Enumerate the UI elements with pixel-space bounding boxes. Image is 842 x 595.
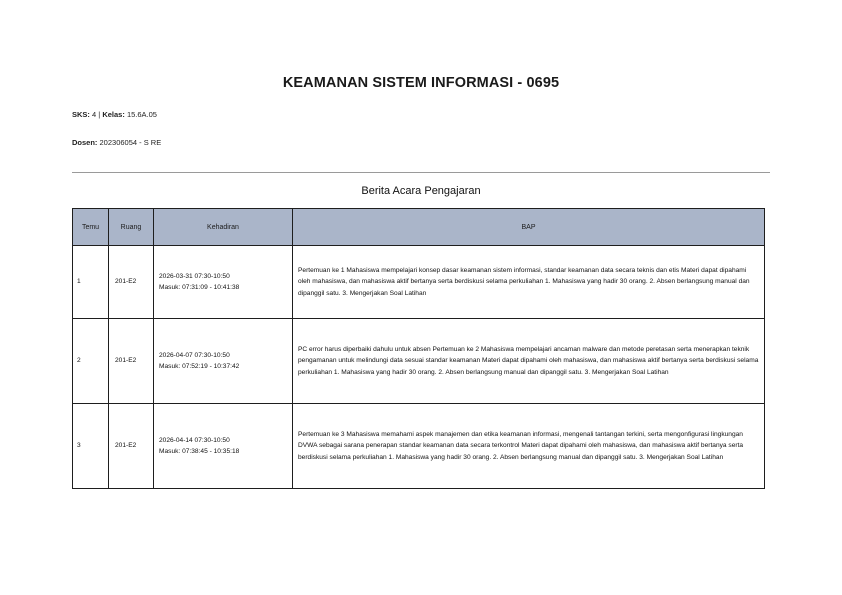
cell-kehadiran (154, 319, 293, 404)
kehadiran-schedule: 2026-04-14 07:30-10:50 (159, 436, 230, 444)
dosen-value: 202306054 - S RE (99, 138, 162, 147)
cell-ruang: 201-E2 (109, 246, 154, 319)
table-row (73, 319, 765, 404)
table-header-row (73, 209, 765, 246)
table-row (73, 246, 765, 319)
cell-temu: 3 (73, 404, 109, 489)
cell-bap: Pertemuan ke 3 Mahasiswa memahami aspek manajemen dan etika keamanan informasi, mengenali tantangan terkini, serta mengonfigurasi lingkungan DVWA sebagai sarana penerapan standar keamanan data secara terkontrol Materi dapat dipahami oleh mahasiswa, dan mahasiswa aktif bertanya serta berdiskusi selama perkuliahan 1. Mahasiswa yang hadir 30 orang. 2. Absen berlangsung manual dan dipanggil satu. 3. Mengerjakan Soal Latihan (293, 404, 765, 489)
cell-kehadiran (154, 404, 293, 489)
sks-label: SKS: (72, 110, 90, 119)
cell-temu: 2 (73, 319, 109, 404)
cell-kehadiran (154, 246, 293, 319)
dosen-label: Dosen: (72, 138, 98, 147)
column-header-temu: Temu (73, 209, 109, 246)
column-header-bap: BAP (293, 209, 765, 246)
cell-ruang: 201-E2 (109, 404, 154, 489)
sks-value: 4 (92, 110, 97, 119)
meta-separator: | (98, 110, 101, 119)
column-header-ruang: Ruang (109, 209, 154, 246)
cell-bap: PC error harus diperbaiki dahulu untuk absen Pertemuan ke 2 Mahasiswa mempelajari ancaman malware dan metode peretasan serta menerapkan teknik pengamanan untuk melindungi data sesuai standar keamanan Materi dapat dipahami oleh mahasiswa, dan mahasiswa aktif bertanya serta berdiskusi selama perkuliahan 1. Mahasiswa yang hadir 30 orang. 2. Absen berlangsung manual dan dipanggil satu. 3. Mengerjakan Soal Latihan (293, 319, 765, 404)
kelas-value: 15.6A.05 (126, 110, 157, 119)
section-title: Berita Acara Pengajaran (361, 185, 481, 197)
kelas-label: Kelas: (102, 110, 125, 119)
cell-temu: 1 (73, 246, 109, 319)
column-header-kehadiran: Kehadiran (154, 209, 293, 246)
lecturer-line (72, 138, 161, 147)
divider-line (72, 172, 770, 173)
cell-ruang: 201-E2 (109, 319, 154, 404)
table-row (73, 404, 765, 489)
kehadiran-checkin: Masuk: 07:52:19 - 10:37:42 (159, 363, 240, 370)
kehadiran-schedule: 2026-04-07 07:30-10:50 (159, 351, 230, 359)
bap-table (72, 208, 765, 489)
course-meta-line (72, 110, 157, 119)
kehadiran-checkin: Masuk: 07:31:09 - 10:41:38 (159, 284, 240, 291)
kehadiran-schedule: 2026-03-31 07:30-10:50 (159, 272, 230, 280)
document-title: KEAMANAN SISTEM INFORMASI - 0695 (282, 75, 560, 91)
cell-bap: Pertemuan ke 1 Mahasiswa mempelajari konsep dasar keamanan sistem informasi, standar keamanan data secara teknis dan etis Materi dapat dipahami oleh mahasiswa, dan mahasiswa aktif bertanya serta berdiskusi selama perkuliahan 1. Mahasiswa yang hadir 30 orang. 2. Absen berlangsung manual dan dipanggil satu. 3. Mengerjakan Soal Latihan (293, 246, 765, 319)
kehadiran-checkin: Masuk: 07:38:45 - 10:35:18 (159, 448, 240, 455)
